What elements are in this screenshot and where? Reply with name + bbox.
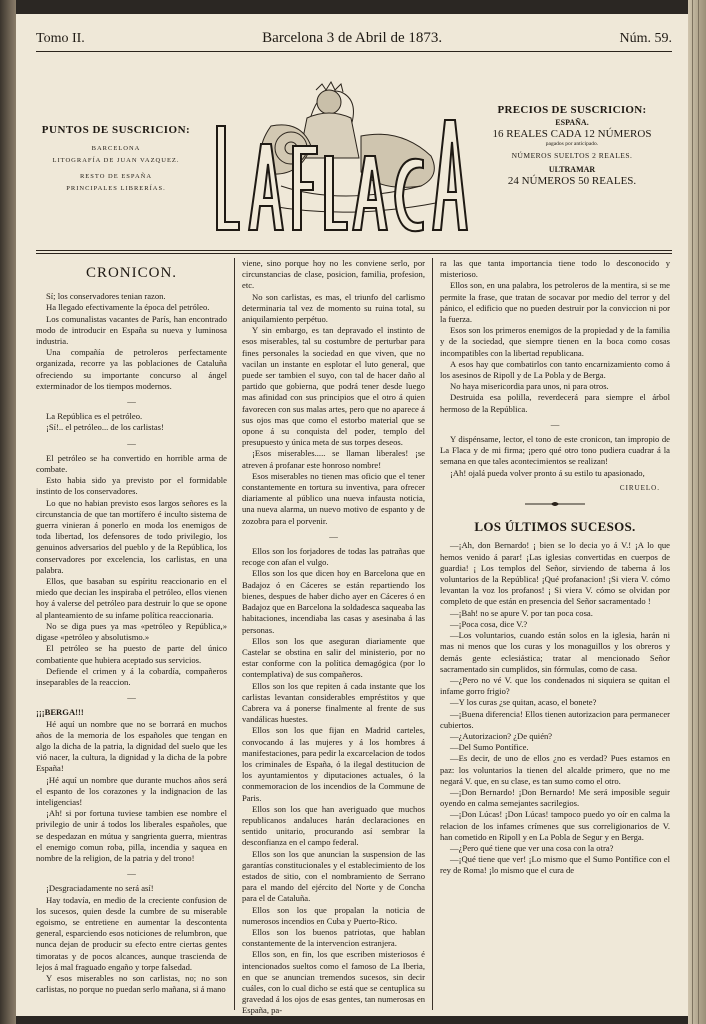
separator: — bbox=[127, 437, 136, 448]
paragraph: Ellos son los forjadores de todas las patrañas que recoge con afan el vulgo. bbox=[242, 546, 425, 568]
dialogue-line: —¡Don Bernardo! ¡Don Bernardo! Me será imposible seguir oyendo en calma semejantes sacrilegios. bbox=[440, 786, 670, 809]
paragraph: Esos miserables no tienen mas oficio que el tener constantemente en tortura su inventiva, para ofrecer diariamente al público una nueva infausta noticia, una nueva alarma, un nuevo motivo de espanto y de zozobra para el porvenir. bbox=[242, 470, 425, 526]
paragraph: Y esos miserables no son carlistas, no; no son carlistas, no porque no puedan serlo mañana, si á mano bbox=[36, 972, 227, 995]
paragraph: Ellos, que basaban su espíritu reaccionario en el miedo que decian les inspiraba el petróleo, ellos vienen hoy á valerse del petróleo para destruir lo que se opone al planteamiento de su infame política reaccionaria. bbox=[36, 576, 227, 620]
newspaper-page bbox=[16, 14, 688, 1016]
subscription-point-shops: PRINCIPALES LIBRERÍAS. bbox=[66, 185, 166, 192]
paragraph: ¡Esos miserables..... se llaman liberales! ¡se atreven á profanar este honroso nombre! bbox=[242, 448, 425, 470]
paragraph: Y dispénsame, lector, el tono de este cronicon, tan impropio de La Flaca y de mi firma; ¡pero qué otro tono pudiera cuadrar á la semana en que tales acontecimientos se realizan! bbox=[440, 434, 670, 467]
separator: — bbox=[127, 396, 136, 407]
paragraph: Ellos son los que anuncian la suspension de las garantías constitucionales y el establecimiento de los estados de sitio, con el nombramiento de Serrano para el mando del ejército del Norte y de Concha para el de Cataluña. bbox=[242, 848, 425, 904]
paragraph: Ellos son, en una palabra, los petroleros de la mentira, si se me permite la frase, que tratan de socavar por medio del terror y del pánico, el edificio que no pueden destruir por la conviccion ni por la fuerza. bbox=[440, 280, 670, 325]
issue-date: Barcelona 3 de Abril de 1873. bbox=[262, 30, 443, 46]
ultimos-sucesos-title: LOS ÚLTIMOS SUCESOS. bbox=[474, 519, 636, 535]
dialogue-line: —Del Sumo Pontífice. bbox=[450, 742, 529, 753]
separator: — bbox=[127, 868, 136, 879]
dialogue-line: —¡Don Lúcas! ¡Don Lúcas! tampoco puedo yo oír en calma la relacion de los infames crímenes que sus correligionarios de V. han cometido en Ripoll y en La Pobla de Segur y en Berga. bbox=[440, 809, 670, 842]
paragraph: Ellos son los que han averiguado que muchos republicanos andaluces harán declaraciones en sentido unitario, procurando así sembrar la desconfianza en el campo federal. bbox=[242, 803, 425, 848]
paragraph: No se diga pues ya mas «petróleo y República,» digase «petróleo y absolutismo.» bbox=[36, 620, 227, 643]
volume-label: Tomo II. bbox=[36, 31, 85, 46]
prices-title: PRECIOS DE SUSCRICION: bbox=[497, 104, 647, 116]
paragraph: Esto habia sido ya previsto por el formidable instinto de los conservadores. bbox=[36, 475, 227, 497]
subscription-point-city: BARCELONA bbox=[91, 145, 141, 152]
dialogue-line: —¡Poca cosa, dice V.? bbox=[450, 618, 528, 629]
overseas-price: 24 NÚMEROS 50 REALES. bbox=[507, 175, 637, 187]
paragraph: Ellos son los que propalan la noticia de numerosos incendios en Cuba y Puerto-Rico. bbox=[242, 904, 425, 926]
masthead-rule bbox=[36, 250, 672, 254]
paragraph: No haya misericordia para unos, ni para otros. bbox=[450, 381, 609, 392]
subscription-points-title: PUNTOS DE SUSCRICION: bbox=[41, 124, 191, 136]
separator: — bbox=[127, 692, 136, 703]
single-issue-price: NÚMEROS SUELTOS 2 REALES. bbox=[511, 151, 633, 160]
dialogue-line: —Es decir, de uno de ellos ¿no es verdad? Pues estamos en paz: los voluntarios la tienen del alcalde primero, que no me negará V. que, en su clase, es tan sumo como el otro. bbox=[440, 753, 670, 786]
dialogue-line: —¿Pero qué tiene que ver una cosa con la otra? bbox=[450, 842, 614, 853]
issue-number: Núm. 59. bbox=[619, 31, 672, 46]
column-3 bbox=[432, 258, 670, 1010]
spain-price: 16 REALES CADA 12 NÚMEROS bbox=[492, 128, 652, 140]
paragraph: ra las que tanta importancia tiene todo lo desconocido y misterioso. bbox=[440, 258, 670, 280]
paragraph: Ellos son los que repiten á cada instante que los carlistas levantan considerables empréstitos y que Cabrera va á ponerse finalmente al frente de sus vandálicas huestes. bbox=[242, 680, 425, 725]
paragraph: ¡Sí!.. el petróleo... de los carlistas! bbox=[46, 422, 164, 433]
la-flaca-logo bbox=[211, 56, 471, 252]
column-1 bbox=[36, 258, 234, 1010]
paragraph: La República es el petróleo. bbox=[46, 411, 143, 422]
separator: — bbox=[329, 530, 338, 541]
paragraph: Ellos son los que aseguran diariamente que Castelar se obstina en salir del ministerio, por no estar conforme con la política demagógica (por lo contemplativa) de sus compañeros. bbox=[242, 635, 425, 680]
paragraph: Ellos son los que dicen hoy en Barcelona que en Badajoz ó en Cáceres se están repartiendo los bienes, despues de haber dicho ayer en Cáceres ó en Badajoz que en Barcelona la soldadesca saqueaba las habitaciones, incendiaba las casas y asesinaba á las personas. bbox=[242, 568, 426, 635]
ornament-rule-icon bbox=[525, 500, 585, 508]
paragraph: Hay todavía, en medio de la creciente confusion de los sucesos, quien desde la cumbre de su miserable egoismo, se entretiene en aumentar la descontenta general, esparciendo esos noticiones de relumbron, que nunca dejan de producir su efecto entre ciertas gentes timoratas y de pocos alcances, aunque trascienda de lejos á mal fraguado engaño y torpe falsedad. bbox=[36, 894, 227, 972]
paragraph: ¡Ah! ojalá pueda volver pronto á su estilo tu apasionado, bbox=[450, 467, 645, 478]
ornament-divider bbox=[440, 500, 670, 511]
paragraph: Esos son los primeros enemigos de la propiedad y de la familia y de la sociedad, que siempre tienen en la boca como cosas incompatibles con la libertad republicana. bbox=[440, 325, 670, 358]
subscription-point-region: RESTO DE ESPAÑA bbox=[79, 173, 153, 180]
paragraph: Sí; los conservadores tenian razon. bbox=[46, 291, 166, 302]
page-stack-edge bbox=[688, 0, 706, 1024]
dialogue-line: —¿Autorizacion? ¿De quién? bbox=[450, 730, 553, 741]
paragraph: El petróleo se ha convertido en horrible arma de combate. bbox=[36, 452, 227, 475]
subscription-point-shop: LITOGRAFÍA DE JUAN VAZQUEZ. bbox=[52, 157, 180, 164]
paragraph: Ellos son, en fin, los que escriben misteriosos é intencionados sueltos como el famoso de La Iberia, en que se anuncian tremendos sucesos, sin decir cuáles, con lo cual dicho se está que se centuplica su gravedad á los ojos de esas gentes, tan numerosas en España, pa- bbox=[242, 949, 425, 1016]
spain-note: pagados por anticipado. bbox=[545, 141, 599, 147]
cronicon-title: CRONICON. bbox=[85, 265, 178, 281]
masthead bbox=[36, 56, 672, 252]
paragraph: El petróleo se ha puesto de parte del único combatiente que hubiera aceptado sus servicios. bbox=[36, 643, 227, 665]
paragraph: A esos hay que combatirlos con tanto encarnizamiento como á los asesinos de Ripoll y de La Pobla y de Berga. bbox=[440, 358, 670, 381]
paragraph: Una compañía de petroleros perfectamente organizada, recorre ya las poblaciones de Cataluña ofreciendo su importante concurso al ángel exterminador de los tiempos modernos. bbox=[36, 347, 227, 391]
book-spine bbox=[0, 0, 16, 1024]
paragraph: Ellos son los buenos patriotas, que hablan constantemente de la intervencion estranjera. bbox=[242, 926, 425, 949]
berga-heading: ¡¡¡BERGA!!! bbox=[36, 707, 84, 718]
article-columns bbox=[36, 258, 670, 1016]
paragraph: Y sin embargo, es tan depravado el instinto de esos miserables, tal su costumbre de perturbar para fines personales la sociedad en que viven, que no vacilan un instante en esplotar el luto general, que puede ser tambien el suyo, con tal de hacer daño al partido que gobierna, que podrá tener desde luego mas afinidad con sus principios que el otro á quien favorecen con sus malas artes, pero que no aparece á sus ojos mas que como el estorbo material que se opone á su conquista del poder, templo del presupuesto y única meta de sus torpes deseos. bbox=[242, 325, 425, 448]
issue-header bbox=[36, 26, 672, 52]
dialogue-line: —¡Bah! no se apure V. por tan poca cosa. bbox=[450, 607, 593, 618]
paragraph: Ha llegado efectivamente la época del petróleo. bbox=[46, 302, 210, 313]
spain-label: ESPAÑA. bbox=[555, 118, 589, 127]
paragraph: ¡Hé aquí un nombre que durante muchos años será el espanto de los corazones y la indignacion de las inteligencias! bbox=[36, 774, 227, 807]
subscription-points bbox=[36, 124, 196, 194]
paragraph: Hé aquí un nombre que no se borrará en muchos años de la memoria de los españoles que tengan en algo la dicha de la patria, la dignidad del suelo que les vió nacer, la cultura, la dignidad y la dicha de la pobre España! bbox=[36, 718, 227, 774]
paragraph: Defiende el crimen y á la cobardía, compañeros inseparables de la reaccion. bbox=[36, 665, 227, 687]
paragraph: Ellos son los que fijan en Madrid carteles, convocando á las mujeres y á los hombres á manifestaciones, para pedir la excarcelacion de todos los criminales de España, ó la ilegal destitucion de los ayuntamientos y diputaciones actuales, ó la conmemoracion de los incendios de la Commune de Paris. bbox=[242, 725, 426, 803]
overseas-label: ULTRAMAR bbox=[548, 165, 596, 174]
dialogue-line: —¡Ah, don Bernardo! ¡ bien se lo decia yo á V.! ¡A lo que hemos venido á parar! ¡Las iglesias convertidas en cuerpos de guardia! ¡ Los templos del Señor, sirviendo de taberna á los voluntarios de la República! ¡Qué profanacion! ¡Si viera V. cómo levantan la voz los profanos! ¡ Si viera V. cómo se olvidan por completo de que están en presencia del Señor sacramentado ! bbox=[440, 540, 670, 607]
dialogue-line: —¡Buena diferencia! Ellos tienen autorizacion para permanecer cubiertos. bbox=[440, 708, 670, 730]
paragraph: ¡Desgraciadamente no será así! bbox=[46, 883, 154, 894]
paragraph: ¡Ah! si por fortuna tuviese tambien ese nombre el privilegio de unir á todos los liberales españoles, que se despedazan en mútua y sangrienta guerra, mientras el enemigo comun roba, pilla, incendia y saquea en nombre de la religion, de la patria y del trono! bbox=[36, 808, 227, 863]
paragraph: Destruida esa polilla, reverdecerá para siempre el árbol hermoso de la República. bbox=[440, 392, 670, 414]
author-signature: CIRUELO. bbox=[619, 483, 660, 492]
dialogue-line: —¿Pero no vé V. que los condenados ni siquiera se quitan el infame gorro frigio? bbox=[440, 674, 670, 697]
paragraph: Los comunalistas vacantes de París, han encontrado modo de introducir en España su nueva y luminosa industria. bbox=[36, 313, 227, 347]
paragraph: No son carlistas, es mas, el triunfo del carlismo determinaria tal vez de momento su ruina total, su aniquilamiento perpétuo. bbox=[242, 291, 425, 325]
paragraph: Lo que no habian previsto esos largos señores es la circunstancia de que tan mortífero é inculto sistema de guerra vinieran á ponerlo en moda los enemigos de toda libertad, los defensores de todo privilegio, los genuinos adversarios del pueblo y de la República, los conservadores por excelencia, los carlistas, en una palabra. bbox=[36, 497, 227, 575]
subscription-prices bbox=[472, 104, 672, 187]
dialogue-line: —Los voluntarios, cuando están solos en la iglesia, harán ni mas ni menos que los curas y los monaguillos y los obreros y demás gente eclesiástica; tratar al mencionado Señor sacramentado sin cumplidos, sin fórmulas, como de casa. bbox=[440, 630, 670, 674]
separator: — bbox=[550, 418, 560, 429]
column-2 bbox=[234, 258, 432, 1016]
dialogue-line: —Y los curas ¿se quitan, acaso, el bonete? bbox=[450, 697, 597, 708]
dialogue-line: —¡Qué tiene que ver! ¡Lo mismo que el Sumo Pontífice con el rey de Roma! ¡lo mismo que el cura de bbox=[440, 854, 670, 876]
paragraph: viene, sino porque hoy no les conviene serlo, por circunstancias de clase, posicion, familia, profesion, etc. bbox=[242, 258, 425, 291]
